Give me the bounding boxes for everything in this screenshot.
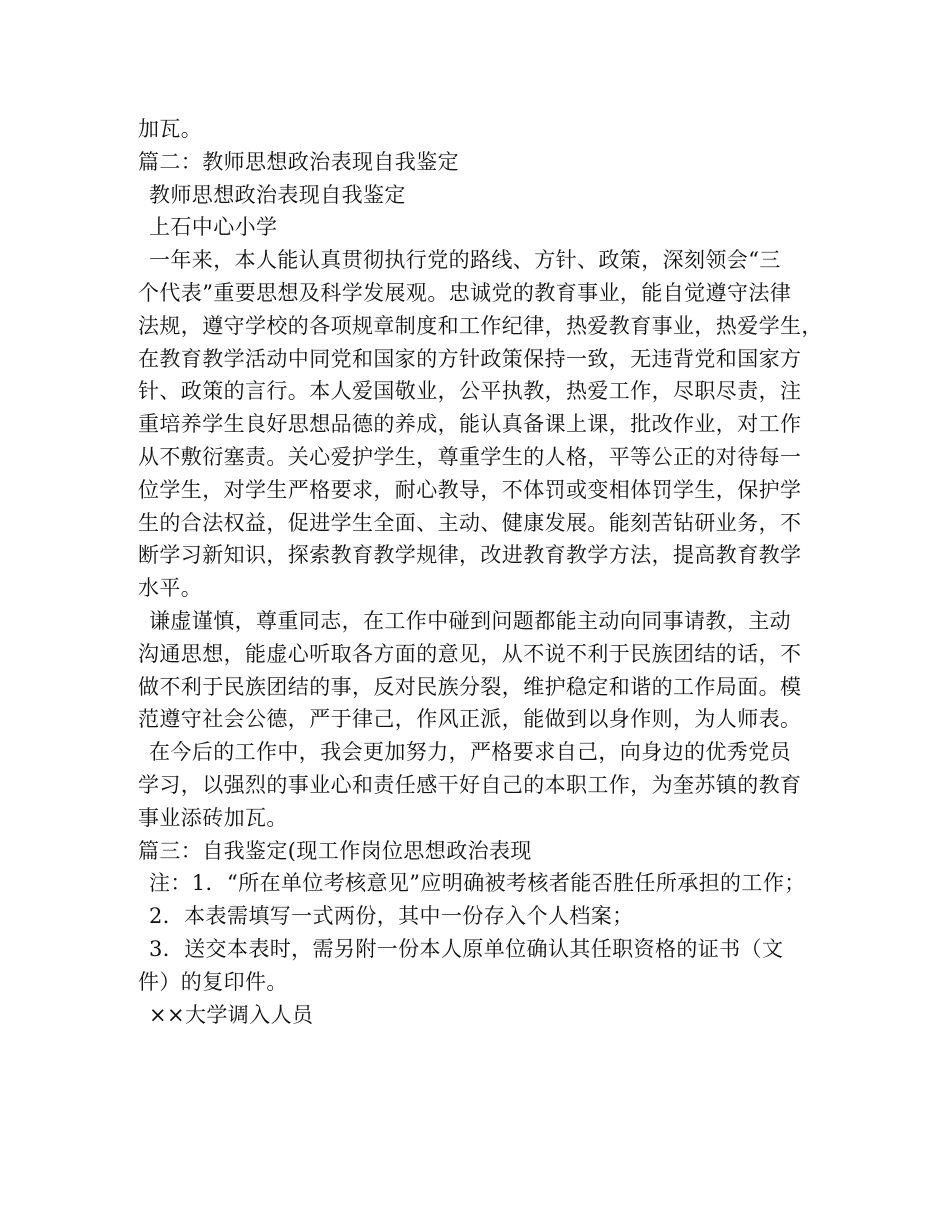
text-line: 生的合法权益，促进学生全面、主动、健康发展。能刻苦钻研业务，不	[138, 510, 802, 535]
text-line: 在今后的工作中，我会更加努力，严格要求自己，向身边的优秀党员	[149, 740, 791, 765]
text-line: 水平。	[138, 576, 203, 601]
text-line: 做不利于民族团结的事，反对民族分裂，维护稳定和谐的工作局面。模	[138, 674, 802, 699]
text-line: 一年来，本人能认真贯彻执行党的路线、方针、政策，深刻领会“三	[149, 248, 781, 273]
document-title: 教师思想政治表现自我鉴定	[149, 182, 406, 207]
text-line: 法规，遵守学校的各项规章制度和工作纪律，热爱教育事业，热爱学生，	[138, 313, 823, 338]
text-line: 断学习新知识，探索教育教学规律，改进教育教学方法，提高教育教学	[138, 543, 802, 568]
text-line: 加瓦。	[138, 117, 203, 141]
text-line: 事业添砖加瓦。	[138, 805, 288, 830]
document-body	[138, 113, 823, 1031]
text-line: 范遵守社会公德，严于律己，作风正派，能做到以身作则，为人师表。	[138, 707, 802, 732]
section-heading-3: 篇三：自我鉴定(现工作岗位思想政治表现	[138, 838, 532, 863]
school-name: 上石中心小学	[149, 215, 278, 240]
text-line: 位学生，对学生严格要求，耐心教导，不体罚或变相体罚学生，保护学	[138, 477, 802, 502]
text-line: 谦虚谨慎，尊重同志，在工作中碰到问题都能主动向同事请教，主动	[149, 608, 791, 633]
text-line: 学习，以强烈的事业心和责任感干好自己的本职工作，为奎苏镇的教育	[138, 772, 802, 797]
text-line: 在教育教学活动中同党和国家的方针政策保持一致，无违背党和国家方	[138, 346, 802, 371]
section-heading-2: 篇二：教师思想政治表现自我鉴定	[138, 149, 459, 174]
text-line: 重培养学生良好思想品德的养成，能认真备课上课，批改作业，对工作	[138, 412, 802, 437]
text-line: 个代表”重要思想及科学发展观。忠诚党的教育事业，能自觉遵守法律	[138, 280, 792, 305]
text-line: 针、政策的言行。本人爱国敬业，公平执教，热爱工作，尽职尽责，注	[138, 379, 802, 404]
note-line: 注：1．“所在单位考核意见”应明确被考核者能否胜任所承担的工作；	[149, 871, 806, 896]
text-line: 从不敷衍塞责。关心爱护学生，尊重学生的人格，平等公正的对待每一	[138, 444, 802, 469]
note-line: 2．本表需填写一式两份，其中一份存入个人档案；	[149, 904, 634, 929]
text-line: ××大学调入人员	[149, 1002, 314, 1027]
note-line: 3．送交本表时，需另附一份本人原单位确认其任职资格的证书（文	[149, 936, 784, 961]
text-line: 沟通思想，能虚心听取各方面的意见，从不说不利于民族团结的话，不	[138, 641, 802, 666]
note-line: 件）的复印件。	[138, 969, 288, 994]
